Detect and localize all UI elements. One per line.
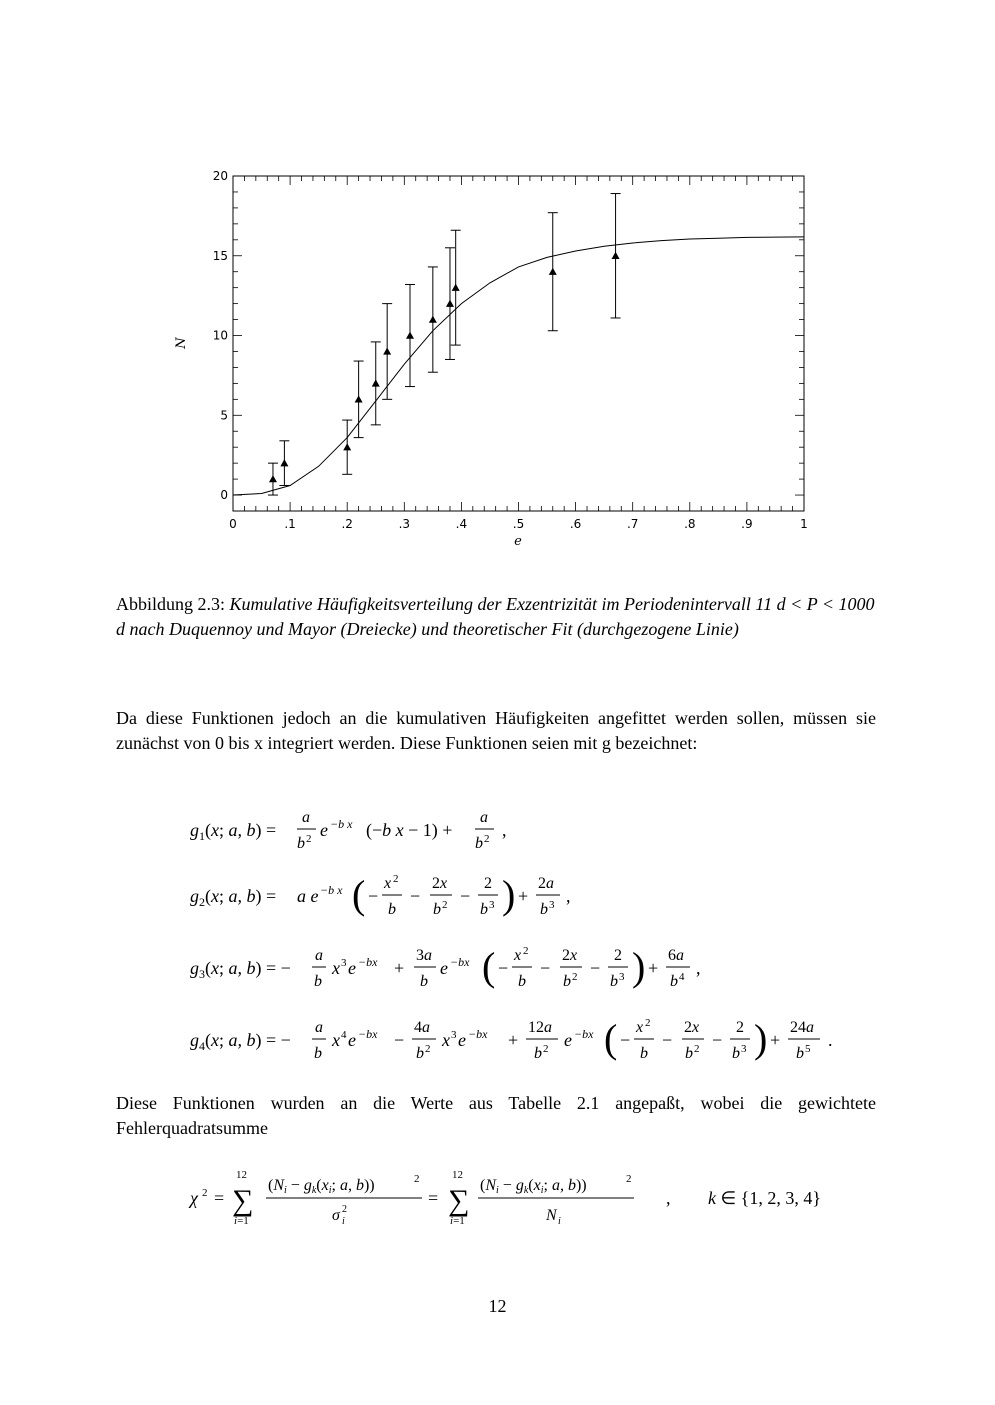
- data-point-triangle: [280, 459, 288, 466]
- svg-text:a: a: [480, 809, 488, 826]
- svg-text:−b x: −b x: [330, 817, 353, 831]
- data-point-triangle: [406, 332, 414, 339]
- svg-text:g3(x; a, b) = −: $g_3(x$; a, b) = −: [190, 958, 291, 981]
- equation-chi2: [0, 1160, 995, 1240]
- svg-text:x: x: [636, 1019, 644, 1036]
- svg-text:12: 12: [236, 1169, 247, 1181]
- svg-text:2: 2: [614, 947, 622, 964]
- x-tick-label: .5: [512, 517, 525, 531]
- caption-text: Kumulative Häufigkeitsverteilung der Exzentrizität im Periodenintervall 11 d < P < 1000 d nach Duquennoy und Mayor (Dreiecke) und theoretischer Fit (durchgezogene Linie): [116, 594, 875, 639]
- equation-g4: [190, 1016, 833, 1062]
- svg-text:x: x: [514, 947, 522, 964]
- svg-text:+: +: [518, 886, 529, 906]
- svg-text:a e: a e: [297, 886, 319, 906]
- svg-text:(Ni − gk(xi; a, b)): (Ni − gk(xi; a, b)): [480, 1177, 587, 1196]
- svg-text:+: +: [648, 958, 659, 978]
- data-point-triangle: [269, 475, 277, 482]
- svg-text:24a: 24a: [790, 1019, 814, 1036]
- svg-text:g1(x; a, b) =: $g_1(x$; a, b) =: [190, 820, 277, 843]
- svg-text:σ: σ: [332, 1207, 340, 1224]
- page-number: 12: [488, 1296, 507, 1316]
- svg-text:−: −: [368, 886, 379, 906]
- svg-text:a: a: [315, 947, 323, 964]
- svg-text:12: 12: [452, 1169, 463, 1181]
- svg-text:(−b x − 1) +: (−b x − 1) +: [366, 820, 453, 840]
- svg-text:a: a: [315, 1019, 323, 1036]
- svg-text:b: b: [297, 835, 305, 852]
- x-tick-label: 0: [229, 517, 237, 531]
- svg-text:−: −: [620, 1030, 631, 1050]
- y-tick-label: 15: [212, 248, 228, 263]
- svg-text:+: +: [770, 1030, 781, 1050]
- svg-text:(: (: [604, 1016, 618, 1061]
- svg-text:(Ni − gk(xi; a, b)): (Ni − gk(xi; a, b)): [268, 1177, 375, 1196]
- svg-text:2: 2: [342, 1204, 347, 1215]
- svg-text:∑: ∑: [232, 1184, 254, 1217]
- svg-text:2: 2: [484, 833, 490, 845]
- x-tick-label: 1: [800, 517, 808, 531]
- data-point-triangle: [452, 284, 460, 291]
- svg-text:∑: ∑: [448, 1184, 470, 1217]
- fit-curve: [233, 237, 804, 495]
- svg-text:2: 2: [626, 1173, 632, 1185]
- svg-text:−bx: −bx: [450, 955, 470, 969]
- svg-text:2: 2: [393, 873, 399, 885]
- svg-text:b: b: [314, 1045, 322, 1062]
- x-tick-label: .8: [684, 517, 696, 531]
- svg-text:−b x: −b x: [320, 883, 343, 897]
- equation-block: [0, 800, 995, 1080]
- svg-text:g4(x; a, b) = −: $g_4(x$; a, b) = −: [190, 1030, 291, 1053]
- data-point-triangle: [372, 379, 380, 386]
- svg-text:2: 2: [442, 899, 448, 911]
- paragraph-fit: Diese Funktionen wurden an die Werte aus Tabelle 2.1 angepaßt, wobei die gewichtete Fehlerquadratsumme: [116, 1093, 876, 1138]
- y-tick-label: 0: [220, 488, 228, 503]
- svg-text:a: a: [302, 809, 310, 826]
- svg-text:b: b: [563, 973, 571, 990]
- svg-text:+: +: [394, 958, 405, 978]
- svg-text:b: b: [796, 1045, 804, 1062]
- svg-text:b: b: [540, 901, 548, 918]
- svg-text:3: 3: [619, 971, 625, 983]
- svg-text:g2(x; a, b) =: $g_2(x$; a, b) =: [190, 886, 277, 909]
- svg-text:2: 2: [414, 1173, 420, 1185]
- svg-text:−: −: [394, 1030, 405, 1050]
- svg-text:6a: 6a: [668, 947, 684, 964]
- svg-text:(: (: [352, 872, 366, 917]
- svg-text:i: i: [342, 1216, 345, 1227]
- svg-text:e: e: [564, 1030, 572, 1050]
- plot-frame: [233, 176, 804, 511]
- x-tick-label: .6: [569, 517, 582, 531]
- svg-text:2: 2: [645, 1017, 651, 1029]
- svg-text:N: N: [546, 1207, 557, 1224]
- svg-text:b: b: [420, 973, 428, 990]
- x-tick-label: .1: [284, 517, 296, 531]
- svg-text:2x: 2x: [684, 1019, 700, 1036]
- svg-text:b: b: [518, 973, 526, 990]
- svg-text:2: 2: [543, 1043, 549, 1055]
- svg-text:−: −: [662, 1030, 673, 1050]
- svg-text:12a: 12a: [528, 1019, 552, 1036]
- svg-text:x: x: [332, 1030, 340, 1050]
- svg-text:=: =: [428, 1188, 439, 1208]
- data-point-triangle: [429, 316, 437, 323]
- svg-text:3: 3: [489, 899, 495, 911]
- y-axis-label: N: [174, 337, 189, 349]
- svg-text:χ: χ: [190, 1188, 198, 1208]
- svg-text:): ): [754, 1016, 768, 1061]
- svg-text:(: (: [482, 944, 496, 989]
- svg-text:3: 3: [341, 957, 347, 969]
- caption-label: Abbildung 2.3:: [116, 594, 226, 614]
- svg-text:x: x: [442, 1030, 450, 1050]
- svg-text:e: e: [348, 958, 356, 978]
- x-tick-label: .7: [626, 517, 639, 531]
- data-point-triangle: [612, 252, 620, 259]
- equation-g2: [190, 872, 571, 918]
- svg-text:b: b: [314, 973, 322, 990]
- svg-text:2: 2: [572, 971, 578, 983]
- svg-text:2: 2: [202, 1187, 208, 1199]
- svg-text:b: b: [685, 1045, 693, 1062]
- equation-g3: [190, 944, 701, 990]
- svg-text:b: b: [670, 973, 678, 990]
- svg-text:,: ,: [696, 958, 701, 978]
- svg-text:i=1: i=1: [450, 1215, 465, 1227]
- svg-text:2x: 2x: [432, 875, 448, 892]
- equation-g1: [190, 809, 507, 852]
- svg-text:2: 2: [694, 1043, 700, 1055]
- y-tick-label: 20: [212, 169, 228, 183]
- svg-text:−: −: [498, 958, 509, 978]
- svg-text:3: 3: [741, 1043, 747, 1055]
- svg-text:,: ,: [566, 886, 571, 906]
- svg-text:2a: 2a: [538, 875, 554, 892]
- svg-text:k ∈ {1, 2, 3, 4}: k ∈ {1, 2, 3, 4}: [708, 1188, 821, 1208]
- svg-text:i: i: [558, 1216, 561, 1227]
- svg-text:2: 2: [306, 833, 312, 845]
- svg-text:): ): [502, 872, 516, 917]
- svg-text:5: 5: [805, 1043, 811, 1055]
- data-point-triangle: [446, 300, 454, 307]
- svg-text:b: b: [480, 901, 488, 918]
- svg-text:−: −: [410, 886, 421, 906]
- data-point-triangle: [343, 443, 351, 450]
- svg-text:−: −: [540, 958, 551, 978]
- svg-text:−: −: [712, 1030, 723, 1050]
- svg-text:b: b: [388, 901, 396, 918]
- svg-text:−bx: −bx: [358, 955, 378, 969]
- svg-text:−: −: [590, 958, 601, 978]
- svg-text:−bx: −bx: [358, 1027, 378, 1041]
- y-tick-label: 10: [212, 328, 228, 343]
- paragraph-intro: Da diese Funktionen jedoch an die kumulativen Häufigkeiten angefittet werden sollen, müssen sie zunächst von 0 bis x integriert werden. Diese Funktionen seien mit g bezeichnet:: [116, 708, 876, 753]
- svg-text:−bx: −bx: [468, 1027, 488, 1041]
- svg-text:e: e: [440, 958, 448, 978]
- svg-text:2: 2: [736, 1019, 744, 1036]
- x-axis-label: e: [514, 534, 522, 549]
- svg-text:,: ,: [666, 1188, 671, 1208]
- svg-text:b: b: [534, 1045, 542, 1062]
- svg-text:b: b: [732, 1045, 740, 1062]
- svg-text:2: 2: [484, 875, 492, 892]
- x-tick-label: .3: [398, 517, 411, 531]
- data-point-triangle: [549, 268, 557, 275]
- svg-text:4a: 4a: [414, 1019, 430, 1036]
- svg-text:4: 4: [679, 971, 685, 983]
- svg-text:x: x: [332, 958, 340, 978]
- svg-text:3: 3: [549, 899, 555, 911]
- svg-text:e: e: [458, 1030, 466, 1050]
- svg-text:,: ,: [502, 820, 507, 840]
- svg-text:e: e: [348, 1030, 356, 1050]
- x-tick-label: .9: [741, 517, 753, 531]
- svg-text:.: .: [828, 1030, 833, 1050]
- svg-text:2: 2: [523, 945, 529, 957]
- data-point-triangle: [355, 395, 363, 402]
- x-tick-label: .4: [455, 517, 468, 531]
- data-point-triangle: [383, 347, 391, 354]
- svg-text:−bx: −bx: [574, 1027, 594, 1041]
- figure-caption: [116, 592, 876, 642]
- svg-text:+: +: [508, 1030, 519, 1050]
- svg-text:b: b: [640, 1045, 648, 1062]
- x-tick-label: .2: [341, 517, 353, 531]
- svg-text:=: =: [214, 1188, 225, 1208]
- svg-text:): ): [632, 944, 646, 989]
- svg-text:b: b: [475, 835, 483, 852]
- svg-text:b: b: [433, 901, 441, 918]
- svg-text:b: b: [610, 973, 618, 990]
- svg-text:b: b: [416, 1045, 424, 1062]
- svg-text:3a: 3a: [416, 947, 432, 964]
- svg-text:2x: 2x: [562, 947, 578, 964]
- svg-text:4: 4: [341, 1029, 347, 1041]
- y-tick-label: 5: [220, 408, 228, 423]
- svg-text:−: −: [460, 886, 471, 906]
- svg-text:i=1: i=1: [234, 1215, 249, 1227]
- svg-text:2: 2: [425, 1043, 431, 1055]
- cumulative-distribution-chart: [0, 0, 995, 560]
- svg-text:e: e: [320, 820, 328, 840]
- svg-text:3: 3: [451, 1029, 457, 1041]
- svg-text:x: x: [384, 875, 392, 892]
